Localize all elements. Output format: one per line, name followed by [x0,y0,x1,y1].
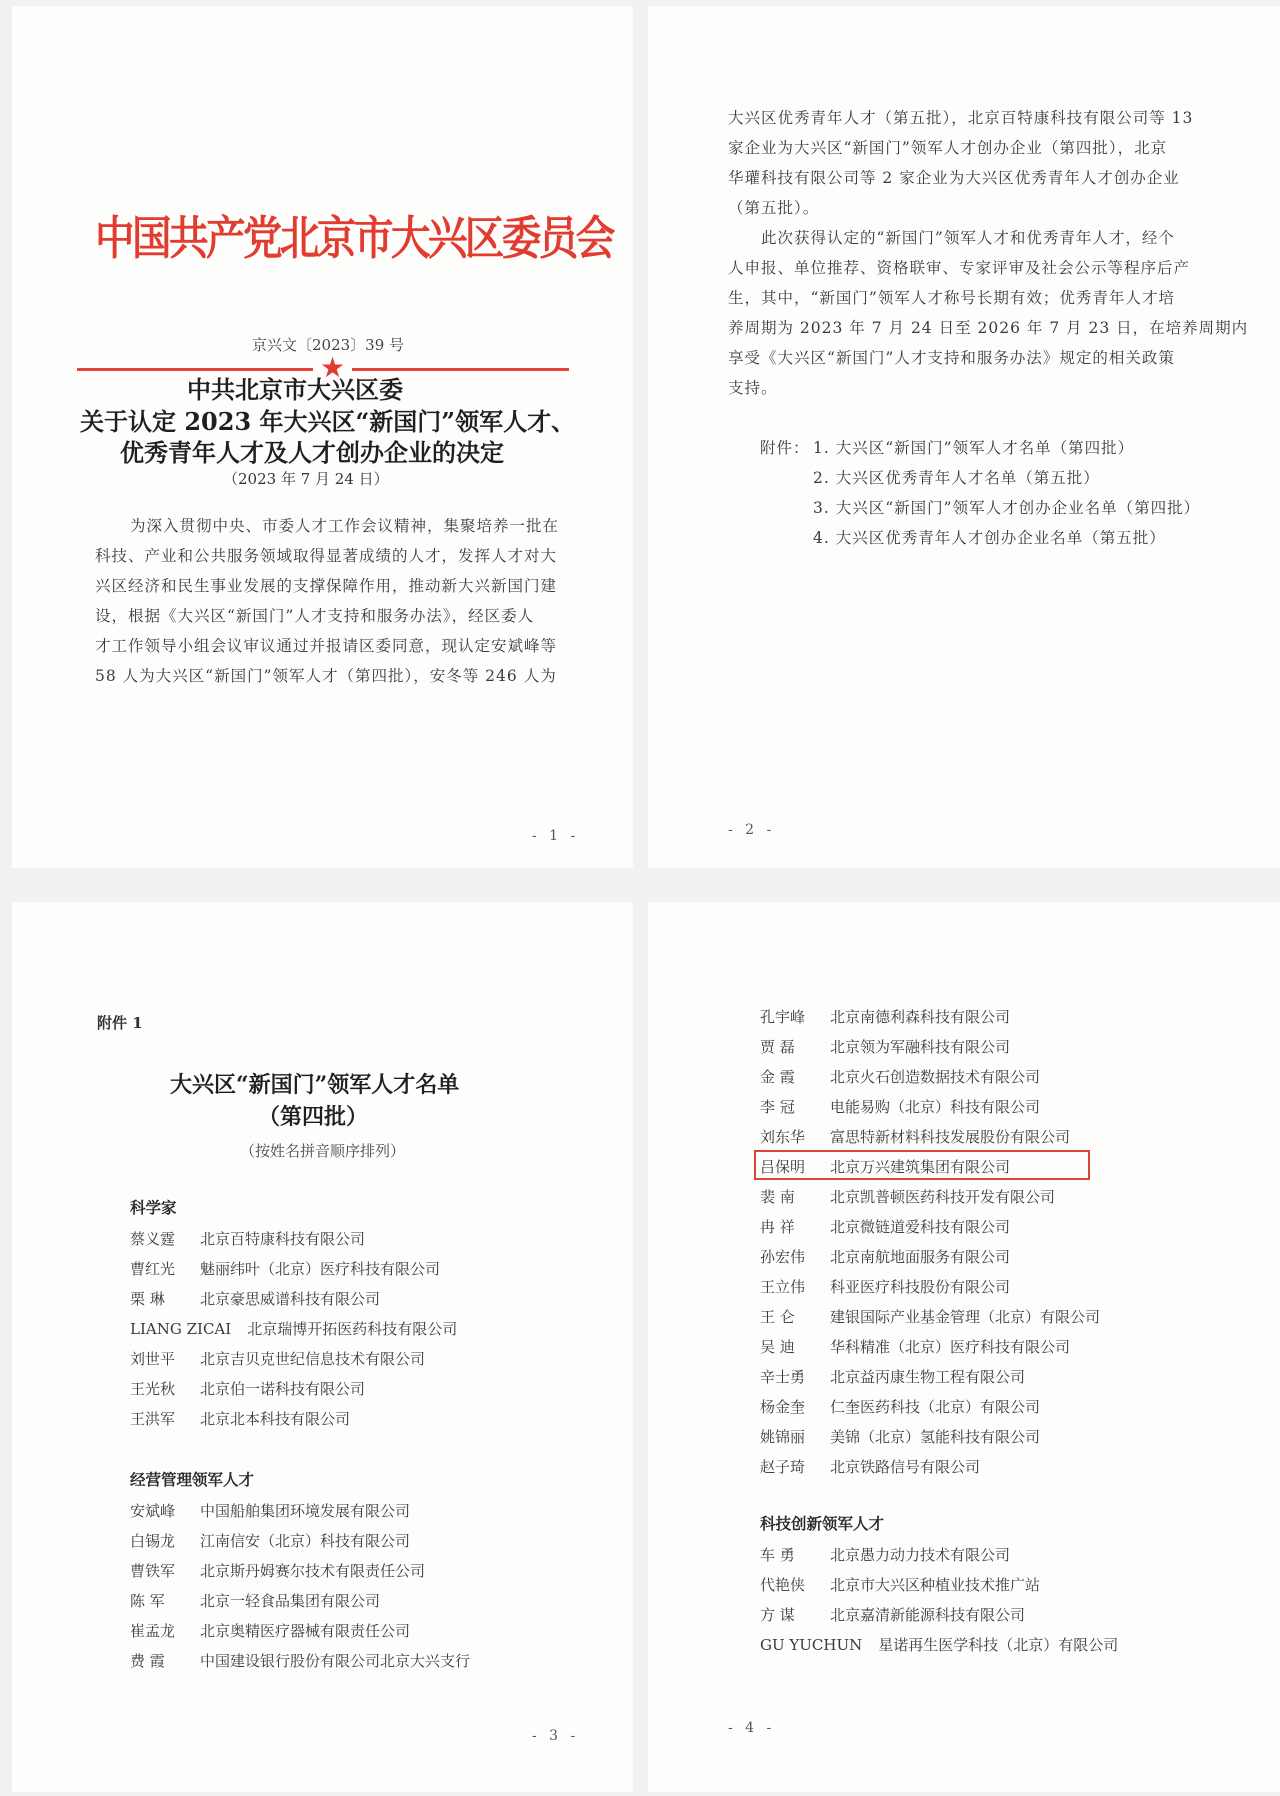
section-heading-managers: 经营管理领军人才 [130,1470,255,1489]
list-item: GU YUCHUN 星诺再生医学科技（北京）有限公司 [760,1636,1119,1654]
list-item: 曹铁军 北京斯丹姆赛尔技术有限责任公司 [130,1562,426,1580]
list-item: 裴 南 北京凯普顿医药科技开发有限公司 [760,1188,1056,1206]
list-title-batch: （第四批） [258,1104,369,1130]
attachment-label: 附件 1 [97,1014,143,1032]
body-line: 兴区经济和民生事业发展的支撑保障作用，推动新大兴新国门建 [95,577,558,595]
list-item: 王洪军 北京北本科技有限公司 [130,1410,351,1428]
list-item: 代艳侠 北京市大兴区种植业技术推广站 [760,1576,1041,1594]
body-line: 为深入贯彻中央、市委人才工作会议精神，集聚培养一批在 [130,517,560,535]
list-item: 王 仑 建银国际产业基金管理（北京）有限公司 [760,1308,1101,1326]
list-item: 金 霞 北京火石创造数据技术有限公司 [760,1068,1041,1086]
body-line: 支持。 [728,379,778,397]
body-line: 享受《大兴区“新国门”人才支持和服务办法》规定的相关政策 [728,349,1175,367]
list-item: 曹红光 魅丽纬叶（北京）医疗科技有限公司 [130,1260,441,1278]
body-line: 58 人为大兴区“新国门”领军人才（第四批），安冬等 246 人为 [95,667,557,685]
list-title: 大兴区“新国门”领军人才名单 [170,1072,460,1098]
list-item: 王立伟 科亚医疗科技股份有限公司 [760,1278,1011,1296]
list-item: 王光秋 北京伯一诺科技有限公司 [130,1380,366,1398]
list-item: 方 谋 北京嘉清新能源科技有限公司 [760,1606,1026,1624]
list-subtitle: （按姓名拼音顺序排列） [240,1142,406,1160]
list-item: 崔孟龙 北京奥精医疗器械有限责任公司 [130,1622,411,1640]
list-item: 费 霞 中国建设银行股份有限公司北京大兴支行 [130,1652,471,1670]
section-heading-scientists: 科学家 [130,1198,177,1217]
list-item: 孙宏伟 北京南航地面服务有限公司 [760,1248,1011,1266]
body-line: 家企业为大兴区“新国门”领军人才创办企业（第四批），北京 [728,139,1168,157]
document-page-4 [648,902,1280,1792]
list-item: 李 冠 电能易购（北京）科技有限公司 [760,1098,1041,1116]
list-item: 吴 迪 华科精准（北京）医疗科技有限公司 [760,1338,1071,1356]
list-item: 辛士勇 北京益丙康生物工程有限公司 [760,1368,1026,1386]
decision-date: （2023 年 7 月 24 日） [223,470,389,488]
document-page-3 [12,902,633,1792]
list-item: 蔡义霆 北京百特康科技有限公司 [130,1230,366,1248]
list-item: 白锡龙 江南信安（北京）科技有限公司 [130,1532,411,1550]
list-item: 冉 祥 北京微链道爱科技有限公司 [760,1218,1011,1236]
attachment-item: 1. 大兴区“新国门”领军人才名单（第四批） [813,439,1135,457]
list-item: 杨金奎 仁奎医药科技（北京）有限公司 [760,1398,1041,1416]
body-line: 养周期为 2023 年 7 月 24 日至 2026 年 7 月 23 日，在培养周期内 [728,319,1249,337]
section-heading-innovation: 科技创新领军人才 [760,1514,885,1533]
document-page-2 [648,6,1280,868]
body-line: 大兴区优秀青年人才（第五批），北京百特康科技有限公司等 13 [728,109,1194,127]
title-line-3: 优秀青年人才及人才创办企业的决定 [120,438,504,467]
list-item: 车 勇 北京愚力动力技术有限公司 [760,1546,1011,1564]
attachment-item: 4. 大兴区优秀青年人才创办企业名单（第五批） [813,529,1166,547]
list-item-highlighted: 吕保明 北京万兴建筑集团有限公司 [760,1158,1011,1176]
list-item: LIANG ZICAI 北京瑞博开拓医药科技有限公司 [130,1320,458,1338]
page-number: - 1 - [532,828,580,844]
body-line: 科技、产业和公共服务领域取得显著成绩的人才，发挥人才对大 [95,547,558,565]
list-item: 姚锦丽 美锦（北京）氢能科技有限公司 [760,1428,1041,1446]
document-page-1 [12,6,633,868]
list-item: 贾 磊 北京领为军融科技有限公司 [760,1038,1011,1056]
title-line-1: 中共北京市大兴区委 [187,375,403,404]
body-line: （第五批）。 [728,199,820,217]
list-item: 刘世平 北京吉贝克世纪信息技术有限公司 [130,1350,426,1368]
issuer-header: 中国共产党北京市大兴区委员会 [95,211,613,265]
title-line-2: 关于认定 2023 年大兴区“新国门”领军人才、 [80,407,576,436]
list-item: 陈 军 北京一轻食品集团有限公司 [130,1592,381,1610]
attachment-item: 2. 大兴区优秀青年人才名单（第五批） [813,469,1100,487]
body-line: 人申报、单位推荐、资格联审、专家评审及社会公示等程序后产 [728,259,1191,277]
body-line: 此次获得认定的“新国门”领军人才和优秀青年人才，经个 [761,229,1175,247]
attachments-label: 附件： [760,439,810,457]
body-line: 才工作领导小组会议审议通过并报请区委同意，现认定安斌峰等 [95,637,558,655]
body-line: 华瓘科技有限公司等 2 家企业为大兴区优秀青年人才创办企业 [728,169,1180,187]
body-line: 生，其中，“新国门”领军人才称号长期有效；优秀青年人才培 [728,289,1175,307]
list-item: 赵子琦 北京铁路信号有限公司 [760,1458,981,1476]
body-line: 设，根据《大兴区“新国门”人才支持和服务办法》，经区委人 [95,607,535,625]
list-item: 安斌峰 中国船舶集团环境发展有限公司 [130,1502,411,1520]
page-number: - 3 - [532,1728,580,1744]
page-number: - 2 - [728,822,776,838]
star-icon: ★ [320,351,346,384]
document-number: 京兴文〔2023〕39 号 [252,336,405,354]
attachment-item: 3. 大兴区“新国门”领军人才创办企业名单（第四批） [813,499,1201,517]
list-item: 栗 琳 北京豪思威谱科技有限公司 [130,1290,381,1308]
list-item: 孔宇峰 北京南德利森科技有限公司 [760,1008,1011,1026]
page-number: - 4 - [728,1720,776,1736]
list-item: 刘东华 富思特新材料科技发展股份有限公司 [760,1128,1071,1146]
